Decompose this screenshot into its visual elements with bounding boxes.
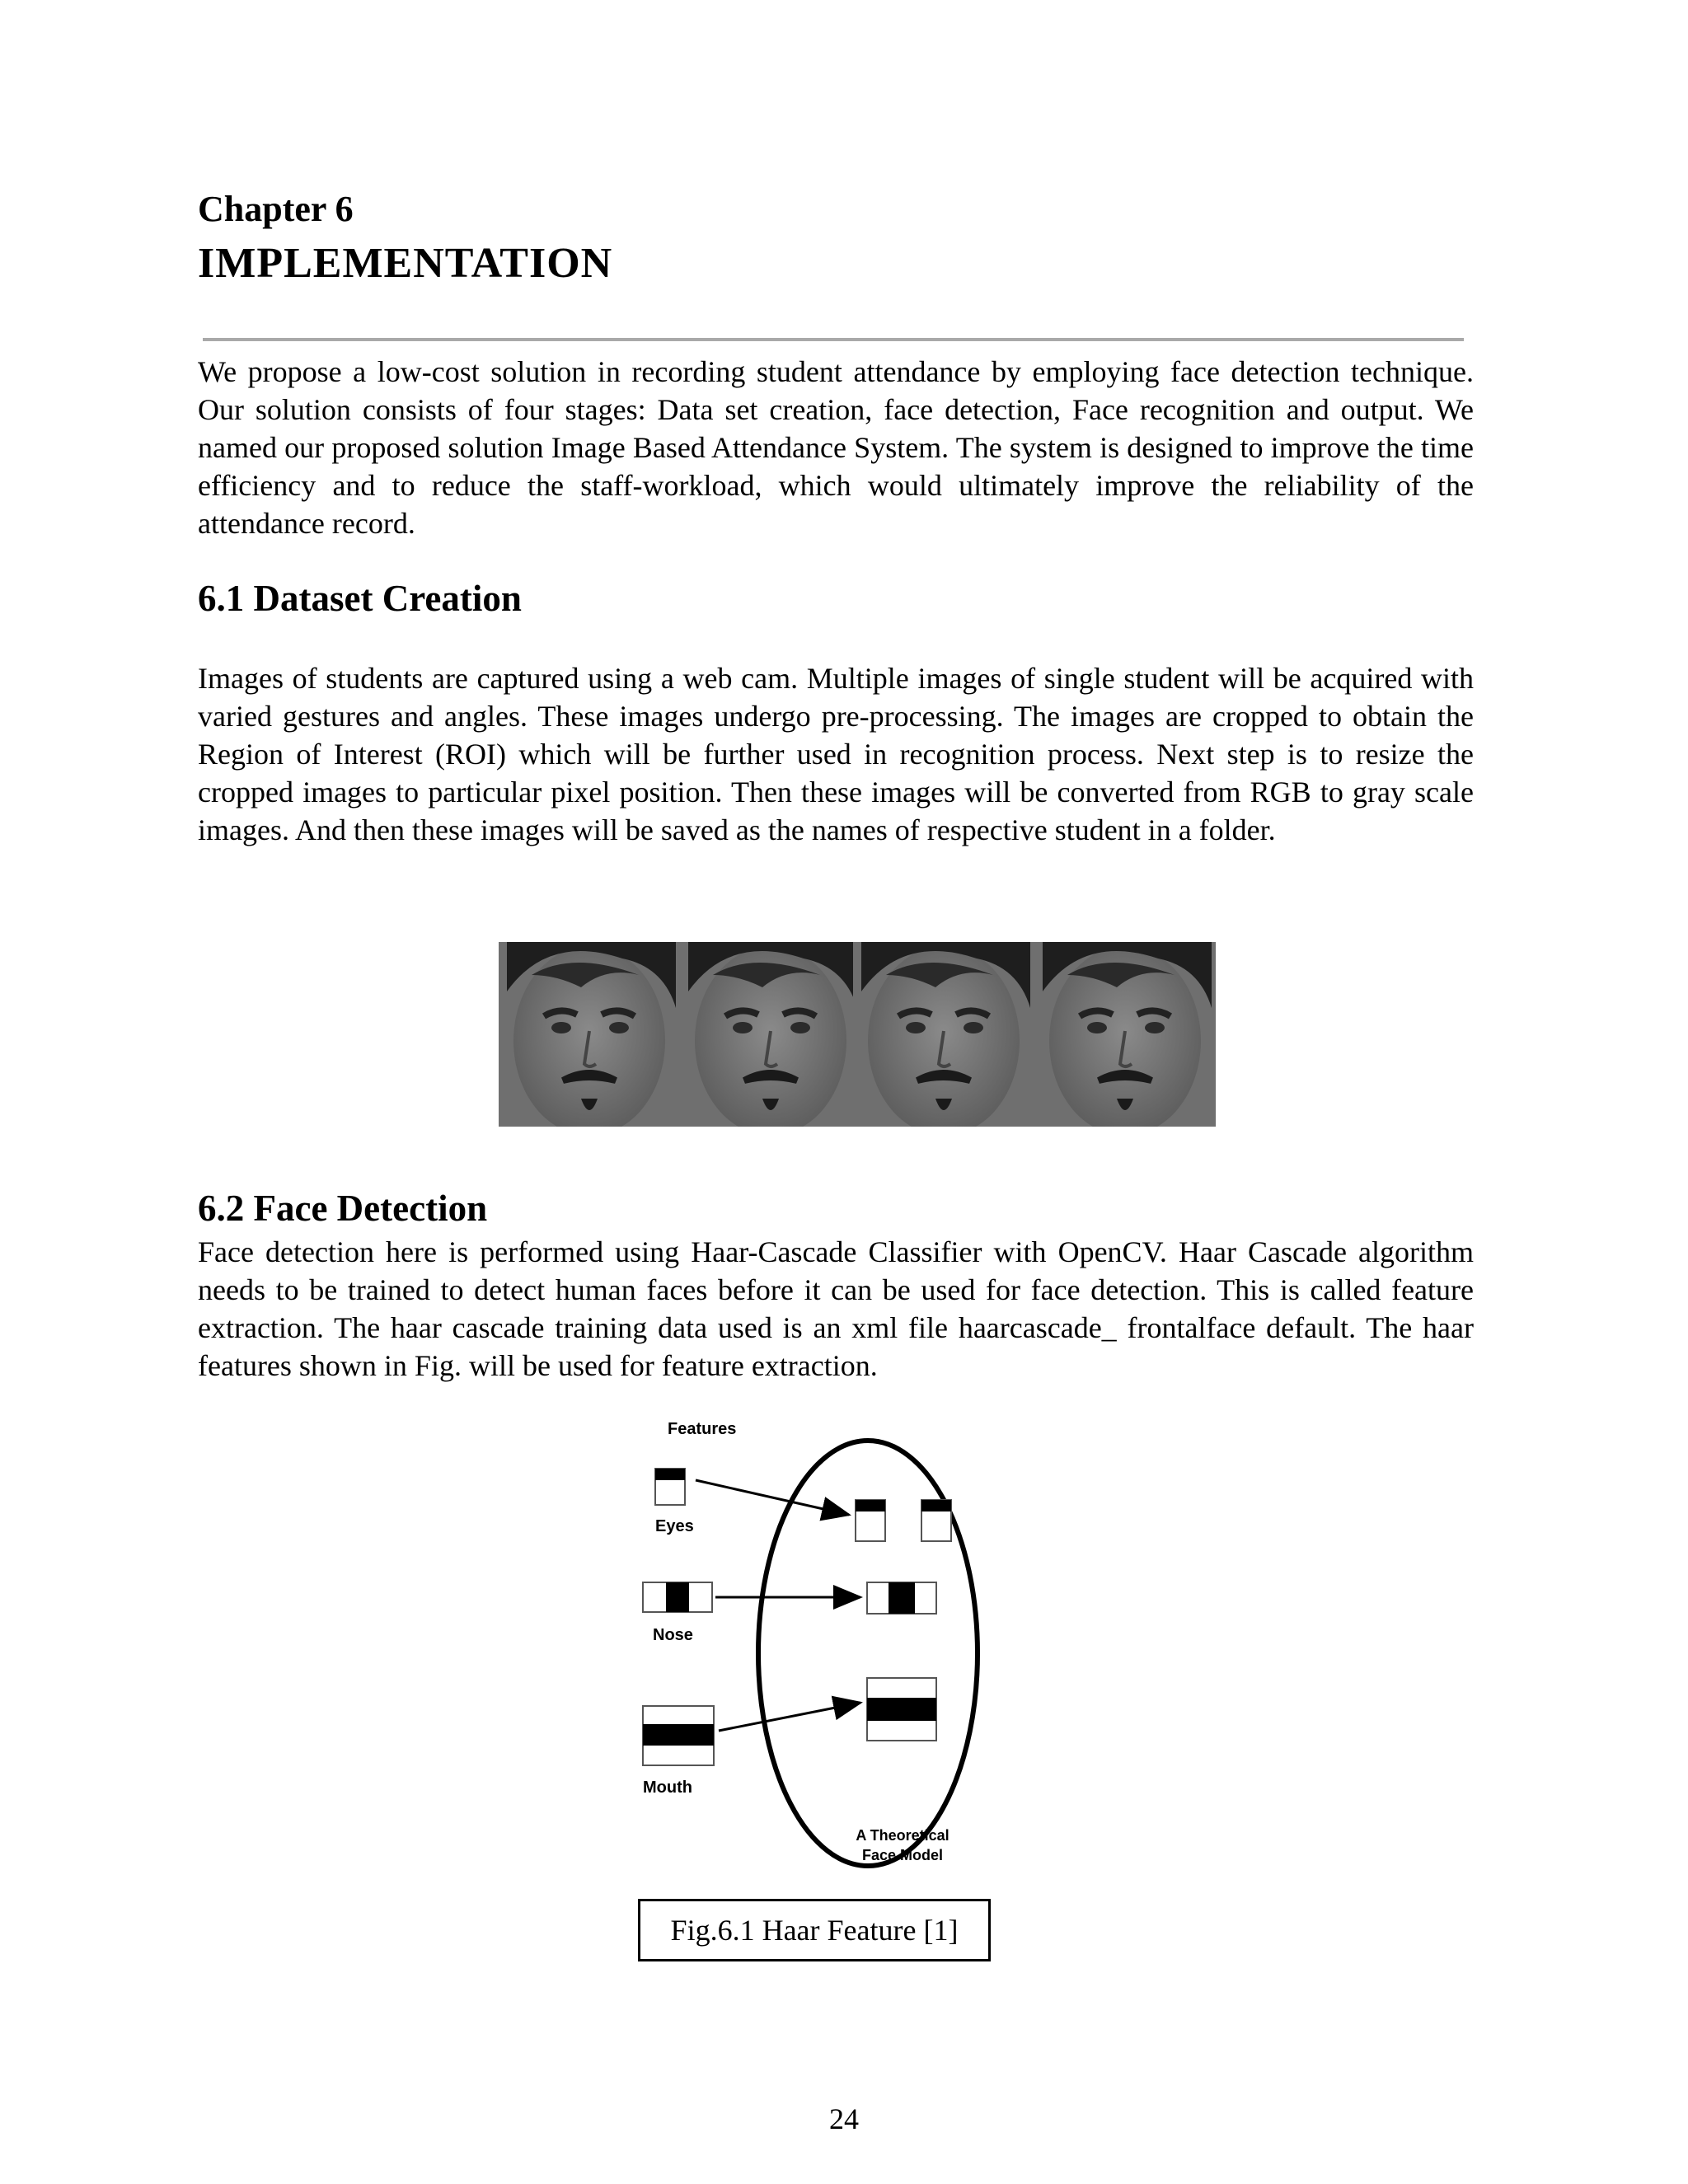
page-number: 24 — [829, 2102, 859, 2135]
face-image-4 — [1034, 942, 1216, 1127]
features-label: Features — [668, 1420, 737, 1438]
model-label-line2: Face Model — [861, 1847, 944, 1863]
face-image-2 — [680, 942, 861, 1127]
model-eyes-features — [856, 1500, 951, 1541]
detection-paragraph: Face detection here is performed using Haar-Cascade Classifier with OpenCV. Haar Cascade algorithm needs to be trained to detect human faces before it can be used for face detection. This is called feature extraction. The haar cascade training data used is an xml file haarcascade_ frontalface default. The haar features shown in Fig. will be used for feature extraction. — [198, 1235, 1474, 1382]
haar-feature-diagram — [626, 1409, 1039, 1887]
model-label-line1: A Theoretical — [856, 1827, 950, 1844]
mouth-feature-icon — [643, 1706, 714, 1765]
intro-paragraph: We propose a low-cost solution in recording student attendance by employing face detection technique. Our solution consists of four stages: Data set creation, face detection, Face recognition and output. We named our proposed solution Image Based Attendance System. The system is designed to improve the time efficiency and to reduce the staff-workload, which would ultimately improve the reliability of the attendance record. — [198, 355, 1474, 540]
mouth-arrow — [719, 1703, 860, 1731]
figure-caption: Fig.6.1 Haar Feature [1] — [638, 1899, 991, 1961]
eyes-label: Eyes — [655, 1517, 694, 1535]
eyes-arrow — [696, 1480, 849, 1515]
face-image-strip — [499, 942, 1216, 1127]
title-divider — [203, 338, 1464, 341]
face-image-3 — [853, 942, 1034, 1127]
chapter-title: IMPLEMENTATION — [198, 240, 613, 287]
dataset-paragraph: Images of students are captured using a web cam. Multiple images of single student will be acquired with varied gestures and angles. These images undergo pre-processing. The images are cropped to obtain the Region of Interest (ROI) which will be further used in recognition process. Next step is to resize the cropped images to particular pixel position. Then these images will be converted from RGB to gray scale images. And then these images will be saved as the names of respective student in a folder. — [198, 662, 1474, 846]
section-heading-detection: 6.2 Face Detection — [198, 1188, 488, 1229]
face-image-1 — [499, 942, 680, 1127]
eyes-feature-icon — [655, 1469, 685, 1505]
nose-feature-icon — [643, 1582, 712, 1612]
model-nose-feature — [867, 1582, 936, 1614]
face-images — [499, 942, 1216, 1127]
section-heading-dataset: 6.1 Dataset Creation — [198, 578, 522, 619]
model-mouth-feature — [867, 1678, 936, 1741]
chapter-label: Chapter 6 — [198, 189, 354, 229]
mouth-label: Mouth — [643, 1779, 692, 1797]
nose-label: Nose — [653, 1626, 693, 1644]
